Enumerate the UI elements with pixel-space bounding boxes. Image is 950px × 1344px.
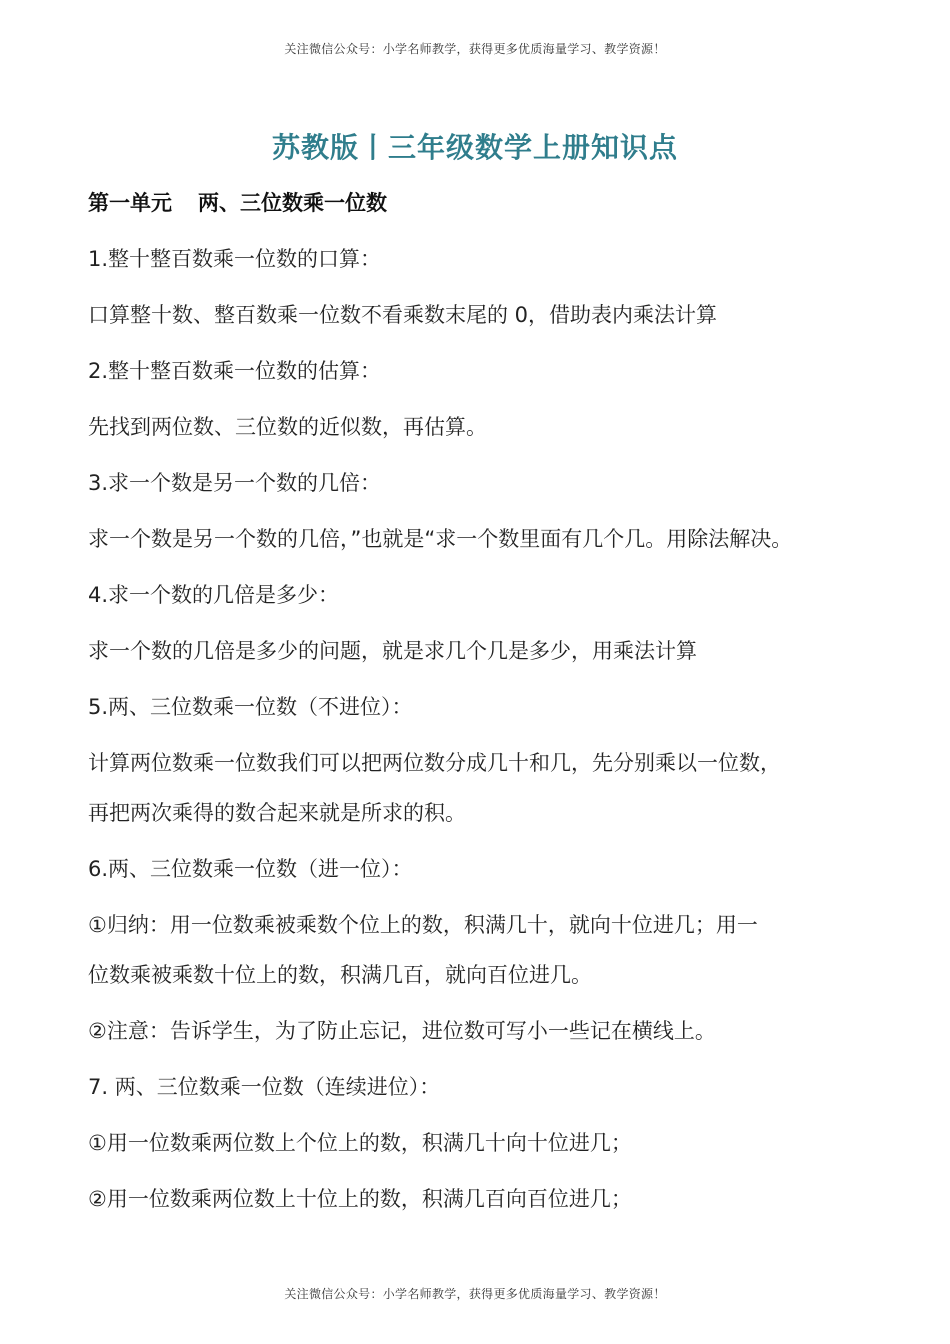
footer-note: 关注微信公众号：小学名师教学，获得更多优质海量学习、教学资源！ — [284, 1287, 666, 1301]
section-text: 位数乘被乘数十位上的数，积满几百，就向百位进几。 — [88, 963, 592, 987]
section-heading: 2.整十整百数乘一位数的估算： — [88, 359, 382, 383]
section-text: ①归纳：用一位数乘被乘数个位上的数，积满几十，就向十位进几；用一 — [88, 913, 758, 937]
section-paragraph — [88, 908, 878, 992]
unit-name: 两、三位数乘一位数 — [198, 191, 387, 215]
section-text: ②注意：告诉学生，为了防止忘记，进位数可写小一些记在横线上。 — [88, 1019, 716, 1043]
section-heading: 5.两、三位数乘一位数（不进位）： — [88, 695, 413, 719]
document-title: 苏教版丨三年级数学上册知识点 — [271, 131, 678, 164]
section-paragraph — [88, 746, 878, 830]
section-text: 口算整十数、整百数乘一位数不看乘数末尾的 0，借助表内乘法计算 — [88, 303, 718, 327]
section-heading: 4.求一个数的几倍是多少： — [88, 583, 340, 607]
section-text: 求一个数的几倍是多少的问题，就是求几个几是多少，用乘法计算 — [88, 639, 697, 663]
section-heading: 7. 两、三位数乘一位数（连续进位）： — [88, 1075, 441, 1099]
section-text: 再把两次乘得的数合起来就是所求的积。 — [88, 801, 466, 825]
document-body — [88, 186, 878, 1238]
section-heading: 3.求一个数是另一个数的几倍： — [88, 471, 382, 495]
section-text: 计算两位数乘一位数我们可以把两位数分成几十和几，先分别乘以一位数， — [88, 751, 781, 775]
unit-heading — [88, 186, 878, 220]
header-note: 关注微信公众号：小学名师教学，获得更多优质海量学习、教学资源！ — [284, 42, 666, 56]
section-text: 求一个数是另一个数的几倍，”也就是“求一个数里面有几个几。用除法解决。 — [88, 527, 793, 551]
section-heading: 6.两、三位数乘一位数（进一位）： — [88, 857, 413, 881]
section-text: ①用一位数乘两位数上个位上的数，积满几十向十位进几； — [88, 1131, 632, 1155]
section-heading: 1.整十整百数乘一位数的口算： — [88, 247, 382, 271]
section-text: 先找到两位数、三位数的近似数，再估算。 — [88, 415, 487, 439]
section-text: ②用一位数乘两位数上十位上的数，积满几百向百位进几； — [88, 1187, 632, 1211]
unit-label: 第一单元 — [88, 191, 172, 215]
